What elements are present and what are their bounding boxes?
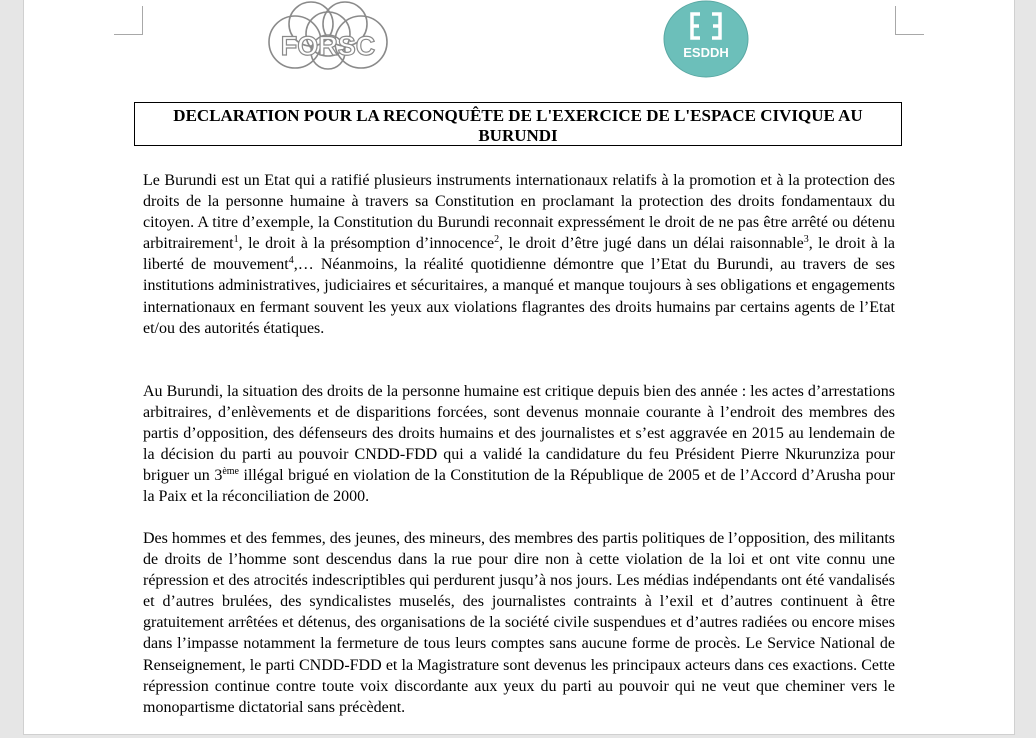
footnote-ref-2[interactable]: 2	[494, 234, 500, 246]
paragraph-2-text-a: Au Burundi, la situation des droits de la personne humaine est critique depuis bien des année : les actes d’arrestations arbitraires, d’enlèvements et de disparitions forcées, sont devenus monnaie courante à l’endroit des membres des partis d’opposition, des défenseurs des droits humains et des journalistes et s’est aggravée en 2015 au lendemain de la décision du parti au pouvoir CNDD-FDD qui a validé la candidature du feu Président Pierre Nkurunziza pour briguer un 3	[143, 383, 895, 485]
esddh-logo	[662, 0, 750, 78]
declaration-title: DECLARATION POUR LA RECONQUÊTE DE L'EXERCICE DE L'ESPACE CIVIQUE AU BURUNDI	[134, 102, 902, 146]
esddh-logo-text: ESDDH	[683, 45, 729, 60]
forsc-logo-text: FORSC	[280, 31, 376, 61]
paragraph-1-text-a: Le Burundi est un Etat qui a ratifié plusieurs instruments internationaux relatifs à la promotion et à la protection des droits de la personne humaine à travers sa Constitution en proclamant la protection des droits fondamentaux du citoyen. A titre d’exemple, la Constitution du Burundi reconnait expressément le droit de ne pas être arrêté ou détenu arbitrairement	[143, 172, 895, 253]
footnote-ref-1[interactable]: 1	[233, 234, 239, 246]
paragraph-1-text-e: ,… Néanmoins, la réalité quotidienne démontre que l’Etat du Burundi, au travers de ses institutions administratives, judiciaires et sécuritaires, a manqué et manque toujours à ses obligations et engagements internationaux en fermant souvent les yeux aux violations flagrantes des droits humains par certains agents de l’Etat et/ou des autorités étatiques.	[143, 256, 895, 337]
ordinal-superscript: ème	[222, 466, 239, 478]
document-page	[24, 0, 1014, 734]
paragraph-2	[143, 381, 895, 508]
footnote-ref-3[interactable]: 3	[803, 234, 809, 246]
paragraph-1-text-c: , le droit d’être jugé dans un délai raisonnable	[499, 235, 804, 253]
forsc-logo	[263, 0, 393, 70]
paragraph-1-text-d: , le droit à la liberté de mouvement	[143, 235, 896, 274]
footnote-ref-4[interactable]: 4	[288, 255, 294, 267]
paragraph-3: Des hommes et des femmes, des jeunes, des mineurs, des membres des partis politiques de l’opposition, des militants de droits de l’homme sont descendus dans la rue pour dire non à cette violation de la loi et ont vite connu une répression et des atrocités indescriptibles qui perdurent jusqu’à nos jours. Les médias indépendants ont été vandalisés et d’autres brulées, des syndicalistes muselés, des journalistes contraints à l’exil et d’autres continuent à être gratuitement arrêtées et détenus, des organisations de la société civile suspendues et d’autres radiées ou encore mises dans l’impasse notamment la fermeture de tous leurs comptes sans aucune forme de procès. Le Service National de Renseignement, le parti CNDD-FDD et la Magistrature sont devenus les principaux acteurs dans ces exactions. Cette répression continue contre toute voix discordante aux yeux du parti au pouvoir qui ne veut que cheminer vers le monopartisme dictatorial sans précèdent.	[143, 530, 895, 716]
page-corner-mark-left	[114, 6, 143, 35]
page-corner-mark-right	[895, 6, 924, 35]
paragraph-1-text-b: , le droit à la présomption d’innocence	[238, 235, 495, 253]
paragraph-2-text-b: illégal brigué en violation de la Constitution de la République de 2005 et de l’Accord d’Arusha pour la Paix et la réconciliation de 2000.	[143, 467, 895, 506]
paragraph-1	[143, 170, 895, 339]
